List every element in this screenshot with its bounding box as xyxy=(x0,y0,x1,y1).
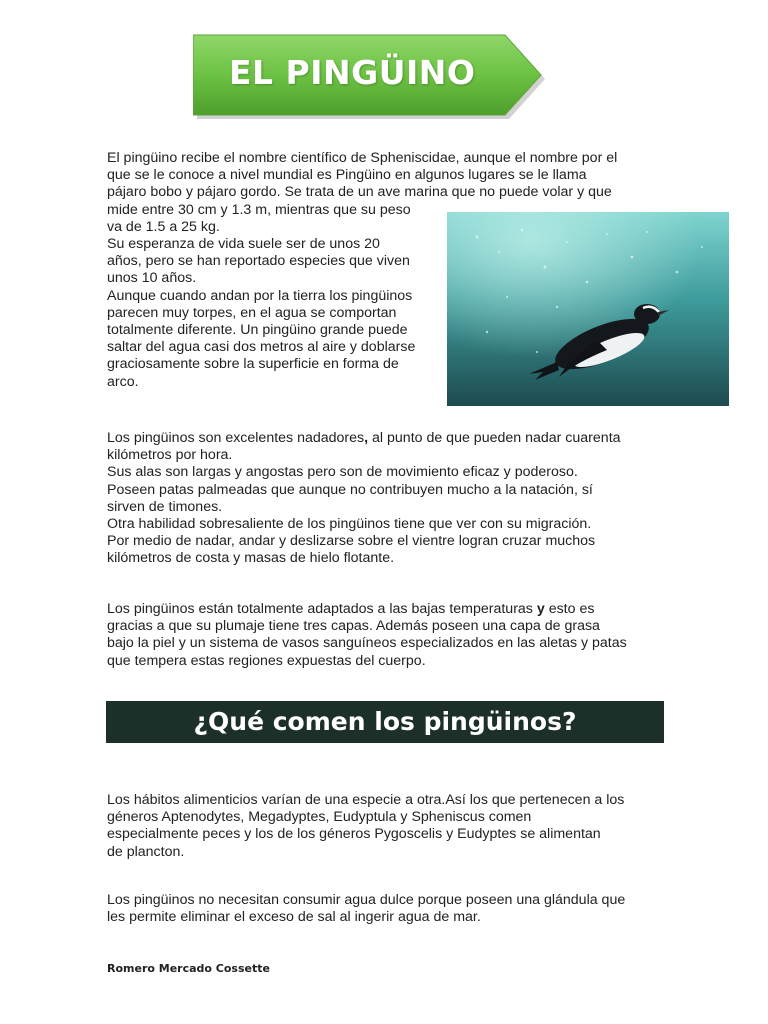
water-paragraph xyxy=(107,892,625,926)
text-fragment: Los pingüinos están totalmente adaptados a las bajas temperaturas xyxy=(107,601,537,617)
text-line: El pingüino recibe el nombre científico de Spheniscidae, aunque el nombre por el xyxy=(107,150,618,166)
bold-fragment: , xyxy=(364,430,369,446)
temperature-paragraph xyxy=(107,601,627,670)
text-line: que tempera estas regiones expuestas del cuerpo. xyxy=(107,652,426,669)
diet-paragraph xyxy=(107,792,624,861)
text-line: géneros Aptenodytes, Megadyptes, Eudyptula y Spheniscus comen xyxy=(107,809,532,826)
text-line: sirven de timones. xyxy=(107,498,223,515)
page-title: EL PINGÜINO xyxy=(229,53,476,92)
author-name: Romero Mercado Cossette xyxy=(107,962,270,975)
text-line: totalmente diferente. Un pingüino grande puede xyxy=(107,322,408,339)
text-line: años, pero se han reportado especies que viven xyxy=(107,253,410,270)
text-line: unos 10 años. xyxy=(107,270,197,287)
swimming-paragraph xyxy=(107,430,621,568)
text-line: mide entre 30 cm y 1.3 m, mientras que su peso xyxy=(107,201,411,218)
bold-fragment: y xyxy=(536,601,545,617)
text-line: gracias a que su plumaje tiene tres capas. Además poseen una capa de grasa xyxy=(107,618,600,635)
text-line xyxy=(107,430,621,447)
text-line: bajo la piel y un sistema de vasos sanguíneos especializados en las aletas y patas xyxy=(107,635,627,652)
text-line: Por medio de nadar, andar y deslizarse sobre el vientre logran cruzar muchos xyxy=(107,533,596,550)
text-line: Otra habilidad sobresaliente de los pingüinos tiene que ver con su migración. xyxy=(107,516,592,533)
text-line: que se le conoce a nivel mundial es Pingüino en algunos lugares se le llama xyxy=(107,167,587,184)
text-line: parecen muy torpes, en el agua se comportan xyxy=(107,304,397,321)
text-line: saltar del agua casi dos metros al aire y doblarse xyxy=(107,339,416,356)
text-line xyxy=(107,601,627,618)
text-fragment: al punto de que pueden nadar cuarenta xyxy=(368,430,621,446)
text-line: Su esperanza de vida suele ser de unos 20 xyxy=(107,236,380,253)
text-line: va de 1.5 a 25 kg. xyxy=(107,218,220,235)
text-line: Los hábitos alimenticios varían de una especie a otra.Así los que pertenecen a los xyxy=(107,792,625,808)
text-line: graciosamente sobre la superficie en forma de xyxy=(107,356,399,373)
text-line: Aunque cuando andan por la tierra los pingüinos xyxy=(107,287,413,304)
text-line: de plancton. xyxy=(107,843,185,860)
section-heading-bar xyxy=(106,701,664,743)
title-banner xyxy=(193,33,549,125)
text-fragment: Los pingüinos son excelentes nadadores xyxy=(107,430,365,446)
section-title: ¿Qué comen los pingüinos? xyxy=(193,707,577,736)
text-line: arco. xyxy=(107,373,139,390)
text-line: les permite eliminar el exceso de sal al ingerir agua de mar. xyxy=(107,909,481,926)
text-line: kilómetros por hora. xyxy=(107,447,233,464)
text-line: especialmente peces y los de los géneros Pygoscelis y Eudyptes se alimentan xyxy=(107,826,601,843)
text-line: Poseen patas palmeadas que aunque no contribuyen mucho a la natación, sí xyxy=(107,481,593,498)
text-line: Los pingüinos no necesitan consumir agua dulce porque poseen una glándula que xyxy=(107,892,626,908)
text-line: Sus alas son largas y angostas pero son de movimiento eficaz y poderoso. xyxy=(107,464,578,481)
text-line: pájaro bobo y pájaro gordo. Se trata de un ave marina que no puede volar y que xyxy=(107,184,612,201)
text-fragment: esto es xyxy=(544,601,595,617)
text-line: kilómetros de costa y masas de hielo flotante. xyxy=(107,550,395,567)
penguin-photo xyxy=(447,212,729,406)
